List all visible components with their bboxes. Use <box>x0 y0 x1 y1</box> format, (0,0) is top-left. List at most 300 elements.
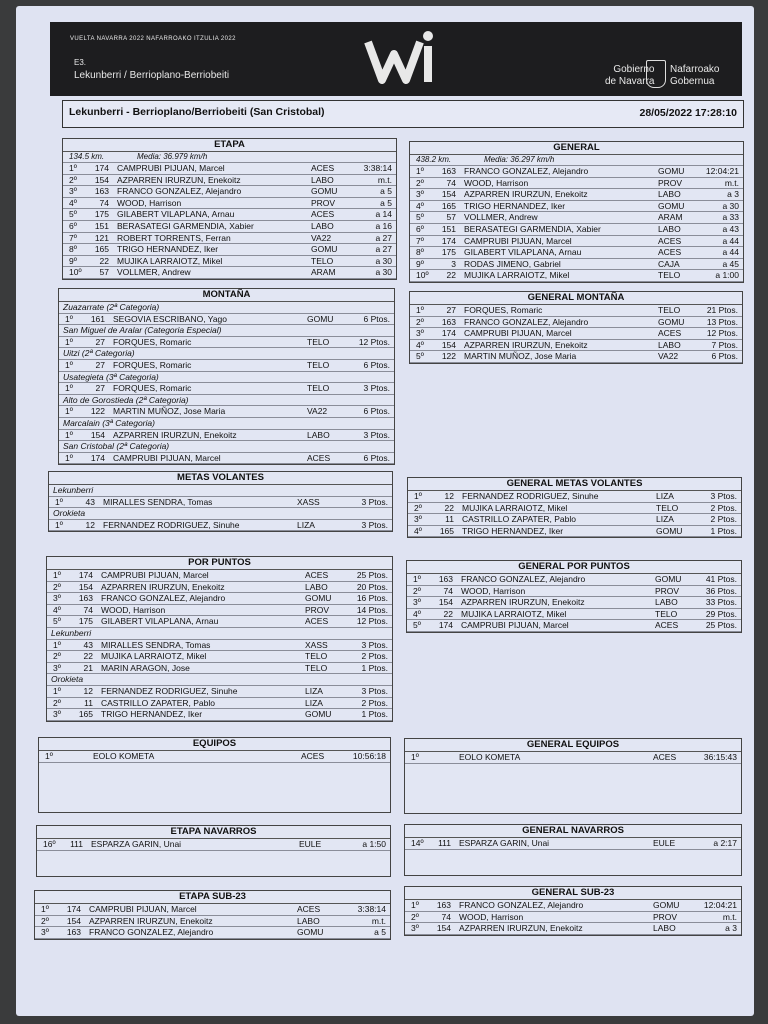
cell-rider-name: WOOD, Harrison <box>459 911 524 922</box>
cell-position: 3º <box>53 709 61 720</box>
average-speed: Media: 36.297 km/h <box>484 155 555 164</box>
section-title: GENERAL MONTAÑA <box>410 292 742 305</box>
cell-result: m.t. <box>377 174 392 185</box>
cell-position: 1º <box>55 496 63 507</box>
report-datetime: 28/05/2022 17:28:10 <box>639 107 737 119</box>
cell-bib: 74 <box>83 604 93 615</box>
cell-team: TELO <box>307 336 330 347</box>
cell-team: ACES <box>658 328 682 339</box>
metas-volantes-table <box>48 471 393 532</box>
cell-team: GOMU <box>658 200 685 211</box>
group-heading: Orokieta <box>47 674 392 686</box>
result-row <box>63 267 396 279</box>
cell-rider-name: FORQUES, Romaric <box>113 383 192 394</box>
distance-speed-row <box>410 155 743 166</box>
result-row <box>63 198 396 210</box>
cell-result: 1 Ptos. <box>710 525 737 536</box>
cell-result: a 44 <box>722 235 739 246</box>
gov-name-eu: Nafarroako Gobernua <box>670 64 720 87</box>
cell-team: VA22 <box>658 351 679 362</box>
cell-team: LABO <box>311 220 334 231</box>
cell-rider-name: AZPARREN IRURZUN, Enekoitz <box>464 189 588 200</box>
cell-rider-name: BERASATEGI GARMENDIA, Xabier <box>464 223 601 234</box>
section-title: EQUIPOS <box>39 738 390 751</box>
cell-bib: 12 <box>85 519 95 530</box>
cell-result: 36:15:43 <box>703 752 737 762</box>
result-row <box>63 186 396 198</box>
cell-rider-name: MIRALLES SENDRA, Tomas <box>103 496 213 507</box>
result-row <box>49 520 392 532</box>
result-row <box>47 570 392 582</box>
group-heading: Zuazarrate (2ª Categoria) <box>59 302 394 314</box>
cell-result: 3 Ptos. <box>363 383 390 394</box>
cell-team: TELO <box>305 662 328 673</box>
cell-rider-name: CASTRILLO ZAPATER, Pablo <box>462 514 576 525</box>
cell-bib: 11 <box>445 514 454 525</box>
cell-bib: 154 <box>94 174 109 185</box>
general-navarros-table <box>404 824 742 876</box>
cell-team: TELO <box>655 608 678 619</box>
cell-position: 3º <box>53 593 61 604</box>
cell-rider-name: CAMPRUBI PIJUAN, Marcel <box>89 904 197 914</box>
cell-result: a 5 <box>374 927 386 938</box>
section-title: GENERAL METAS VOLANTES <box>408 478 741 491</box>
cell-team: LABO <box>655 597 678 608</box>
cell-team: TELO <box>307 383 330 394</box>
general-sub23-table <box>404 886 742 936</box>
cell-rider-name: FRANCO GONZALEZ, Alejandro <box>464 316 589 327</box>
group-heading: Uitzi (2ª Categoria) <box>59 348 394 360</box>
cell-bib: 163 <box>441 166 456 176</box>
cell-result: a 3 <box>725 923 737 934</box>
cell-bib: 74 <box>446 177 456 188</box>
result-row <box>35 916 390 928</box>
group-heading: Usategieta (3ª Categoria) <box>59 372 394 384</box>
cell-rider-name: EOLO KOMETA <box>459 752 521 762</box>
cell-bib: 175 <box>78 616 93 627</box>
race-logo-icon <box>362 28 442 90</box>
cell-team: GOMU <box>297 927 324 938</box>
cell-bib: 74 <box>441 911 451 922</box>
cell-rider-name: VOLLMER, Andrew <box>117 267 191 278</box>
cell-result: a 2:17 <box>713 838 737 848</box>
cell-team: ACES <box>307 452 331 463</box>
cell-team: GOMU <box>305 593 332 604</box>
cell-rider-name: WOOD, Harrison <box>117 197 182 208</box>
cell-position: 4º <box>69 197 77 208</box>
result-row <box>47 640 392 652</box>
cell-position: 5º <box>69 209 77 220</box>
cell-position: 3º <box>413 597 421 608</box>
cell-bib: 163 <box>438 574 453 584</box>
result-row <box>410 270 743 282</box>
result-row <box>37 839 390 851</box>
cell-team: PROV <box>653 911 678 922</box>
cell-bib: 12 <box>83 685 93 696</box>
cell-team: ACES <box>311 209 335 220</box>
group-heading: Alto de Gorostieda (2ª Categoria) <box>59 395 394 407</box>
cell-bib: 122 <box>441 351 456 362</box>
general-metas-table <box>407 477 742 538</box>
cell-result: 21 Ptos. <box>706 305 738 315</box>
cell-result: 12 Ptos. <box>706 328 738 339</box>
cell-rider-name: ESPARZA GARIN, Unai <box>459 838 550 848</box>
result-row <box>408 526 741 538</box>
result-row <box>47 686 392 698</box>
section-title: MONTAÑA <box>59 289 394 302</box>
result-row <box>408 514 741 526</box>
cell-rider-name: CAMPRUBI PIJUAN, Marcel <box>101 570 209 580</box>
cell-result: 3:38:14 <box>363 163 392 173</box>
result-row <box>47 605 392 617</box>
result-row <box>35 927 390 939</box>
cell-rider-name: AZPARREN IRURZUN, Enekoitz <box>89 915 213 926</box>
section-title: ETAPA SUB-23 <box>35 891 390 904</box>
cell-bib: 165 <box>94 244 109 255</box>
cell-rider-name: MIRALLES SENDRA, Tomas <box>101 639 211 650</box>
cell-rider-name: MARTIN MUÑOZ, Jose Maria <box>113 406 226 417</box>
cell-team: LABO <box>305 581 328 592</box>
cell-result: 3 Ptos. <box>361 685 388 696</box>
cell-team: GOMU <box>658 166 685 176</box>
cell-result: 3 Ptos. <box>710 491 737 501</box>
section-title: GENERAL NAVARROS <box>405 825 741 838</box>
general-montana-table <box>409 291 743 364</box>
cell-team: XASS <box>305 639 328 650</box>
cell-position: 5º <box>53 616 61 627</box>
stage-number: E3. <box>74 58 87 67</box>
stage-header <box>62 100 744 128</box>
cell-result: 6 Ptos. <box>363 359 390 370</box>
cell-bib: 11 <box>84 697 93 708</box>
cell-rider-name: MARTIN MUÑOZ, Jose Maria <box>464 351 577 362</box>
cell-rider-name: TRIGO HERNANDEZ, Iker <box>117 244 219 255</box>
cell-team: LABO <box>658 339 681 350</box>
cell-result: a 30 <box>375 267 392 278</box>
result-row <box>410 166 743 178</box>
cell-position: 10º <box>416 270 429 281</box>
cell-position: 2º <box>416 177 424 188</box>
cell-result: a 44 <box>722 247 739 258</box>
cell-position: 5º <box>413 620 421 631</box>
cell-team: GOMU <box>307 313 334 324</box>
etapa-navarros-table <box>36 825 391 877</box>
cell-bib: 43 <box>85 496 95 507</box>
cell-rider-name: RODAS JIMENO, Gabriel <box>464 258 561 269</box>
cell-bib: 111 <box>70 839 83 849</box>
cell-result: 25 Ptos. <box>705 620 737 631</box>
cell-team: ARAM <box>658 212 683 223</box>
cell-position: 3º <box>411 923 419 934</box>
cell-position: 7º <box>69 232 77 243</box>
cell-position: 4º <box>414 525 422 536</box>
result-row <box>63 209 396 221</box>
cell-team: LIZA <box>297 519 315 530</box>
cell-result: 12:04:21 <box>705 166 739 176</box>
result-row <box>47 593 392 605</box>
cell-team: TELO <box>307 359 330 370</box>
result-row <box>47 651 392 663</box>
average-speed: Media: 36.979 km/h <box>137 152 208 161</box>
result-row <box>59 383 394 395</box>
cell-result: 12:04:21 <box>703 900 737 910</box>
cell-position: 10º <box>69 267 82 278</box>
cell-rider-name: MUJIKA LARRAIOTZ, Mikel <box>461 608 567 619</box>
result-row <box>410 328 742 340</box>
cell-rider-name: CASTRILLO ZAPATER, Pablo <box>101 697 215 708</box>
general-table <box>409 141 744 283</box>
cell-team: LIZA <box>656 514 674 525</box>
general-puntos-table <box>406 560 742 633</box>
cell-team: TELO <box>311 255 334 266</box>
cell-rider-name: MUJIKA LARRAIOTZ, Mikel <box>462 502 568 513</box>
cell-position: 1º <box>411 900 419 910</box>
cell-rider-name: GILABERT VILAPLANA, Arnau <box>117 209 235 220</box>
stage-route: Lekunberri / Berrioplano-Berriobeiti <box>74 70 230 81</box>
cell-team: ACES <box>655 620 679 631</box>
navarra-seal-icon <box>646 60 666 88</box>
result-row <box>410 340 742 352</box>
cell-team: ACES <box>305 570 329 580</box>
cell-rider-name: WOOD, Harrison <box>464 177 529 188</box>
cell-bib: 165 <box>439 525 454 536</box>
cell-rider-name: FRANCO GONZALEZ, Alejandro <box>117 186 242 197</box>
cell-team: LABO <box>653 923 676 934</box>
cell-result: 12 Ptos. <box>358 336 390 347</box>
cell-team: LABO <box>311 174 334 185</box>
cell-bib: 12 <box>444 491 454 501</box>
cell-bib: 165 <box>78 709 93 720</box>
cell-rider-name: CAMPRUBI PIJUAN, Marcel <box>113 452 221 463</box>
cell-rider-name: FORQUES, Romaric <box>113 359 192 370</box>
cell-position: 2º <box>69 174 77 185</box>
cell-bib: 163 <box>436 900 451 910</box>
distance: 134.5 km. <box>69 152 105 161</box>
cell-result: a 27 <box>375 232 392 243</box>
cell-position: 1º <box>53 685 61 696</box>
cell-result: 29 Ptos. <box>705 608 737 619</box>
cell-team: ACES <box>653 752 677 762</box>
cell-rider-name: AZPARREN IRURZUN, Enekoitz <box>113 429 237 440</box>
cell-result: 13 Ptos. <box>706 316 738 327</box>
cell-position: 3º <box>414 514 422 525</box>
cell-rider-name: ESPARZA GARIN, Unai <box>91 839 182 849</box>
cell-result: a 5 <box>380 186 392 197</box>
cell-result: 6 Ptos. <box>363 406 390 417</box>
cell-bib: 57 <box>446 212 456 223</box>
cell-result: m.t. <box>722 911 737 922</box>
cell-team: ACES <box>658 235 682 246</box>
cell-team: GOMU <box>656 525 683 536</box>
cell-result: 36 Ptos. <box>705 585 737 596</box>
cell-position: 1º <box>414 491 422 501</box>
cell-rider-name: AZPARREN IRURZUN, Enekoitz <box>101 581 225 592</box>
cell-result: 3 Ptos. <box>361 519 388 530</box>
cell-position: 4º <box>413 608 421 619</box>
result-row <box>410 259 743 271</box>
result-row <box>410 317 742 329</box>
cell-rider-name: CAMPRUBI PIJUAN, Marcel <box>464 235 572 246</box>
cell-team: ACES <box>311 163 335 173</box>
cell-position: 16º <box>43 839 56 849</box>
cell-team: XASS <box>297 496 320 507</box>
cell-result: a 5 <box>380 197 392 208</box>
cell-rider-name: TRIGO HERNANDEZ, Iker <box>462 525 564 536</box>
result-row <box>59 430 394 442</box>
result-row <box>59 337 394 349</box>
general-equipos-table <box>404 738 742 814</box>
result-row <box>410 351 742 363</box>
cell-rider-name: BERASATEGI GARMENDIA, Xabier <box>117 220 254 231</box>
result-row <box>408 491 741 503</box>
section-title: GENERAL SUB-23 <box>405 887 741 900</box>
cell-rider-name: FORQUES, Romaric <box>113 336 192 347</box>
cell-result: 2 Ptos. <box>710 502 737 513</box>
cell-bib: 27 <box>95 359 105 370</box>
cell-rider-name: GILABERT VILAPLANA, Arnau <box>101 616 219 627</box>
result-row <box>63 256 396 268</box>
cell-position: 4º <box>416 200 424 211</box>
cell-result: m.t. <box>371 915 386 926</box>
cell-rider-name: GILABERT VILAPLANA, Arnau <box>464 247 582 258</box>
result-row <box>47 709 392 721</box>
race-name: VUELTA NAVARRA 2022 NAFARROAKO ITZULIA 2022 <box>70 36 236 42</box>
cell-position: 8º <box>69 244 77 255</box>
result-row <box>63 175 396 187</box>
cell-rider-name: MUJIKA LARRAIOTZ, Mikel <box>117 255 223 266</box>
cell-bib: 154 <box>441 339 456 350</box>
result-row <box>407 586 741 598</box>
cell-position: 4º <box>53 604 61 615</box>
result-row <box>410 247 743 259</box>
cell-rider-name: FRANCO GONZALEZ, Alejandro <box>89 927 214 938</box>
etapa-sub23-table <box>34 890 391 940</box>
cell-position: 2º <box>411 911 419 922</box>
cell-result: a 30 <box>722 200 739 211</box>
result-row <box>49 497 392 509</box>
cell-rider-name: WOOD, Harrison <box>461 585 526 596</box>
cell-team: GOMU <box>653 900 680 910</box>
cell-team: GOMU <box>311 186 338 197</box>
cell-result: 1 Ptos. <box>361 709 388 720</box>
cell-position: 1º <box>411 752 419 762</box>
cell-bib: 43 <box>83 639 93 650</box>
result-row <box>407 620 741 632</box>
equipos-table <box>38 737 391 813</box>
cell-bib: 154 <box>438 597 453 608</box>
cell-bib: 174 <box>78 570 93 580</box>
cell-position: 2º <box>53 697 61 708</box>
cell-team: VA22 <box>311 232 332 243</box>
cell-bib: 175 <box>94 209 109 220</box>
cell-position: 1º <box>65 429 73 440</box>
result-row <box>407 609 741 621</box>
cell-bib: 174 <box>441 235 456 246</box>
section-title: GENERAL <box>410 142 743 155</box>
cell-rider-name: CAMPRUBI PIJUAN, Marcel <box>461 620 569 631</box>
cell-position: 6º <box>416 223 424 234</box>
result-row <box>410 201 743 213</box>
cell-team: TELO <box>656 502 679 513</box>
cell-team: GOMU <box>655 574 682 584</box>
result-row <box>408 503 741 515</box>
cell-result: a 1:50 <box>362 839 386 849</box>
group-heading: Lekunberri <box>47 628 392 640</box>
result-row <box>407 574 741 586</box>
cell-result: 7 Ptos. <box>711 339 738 350</box>
cell-team: LIZA <box>305 685 323 696</box>
cell-team: ACES <box>658 247 682 258</box>
cell-rider-name: MARIN ARAGON, Jose <box>101 662 190 673</box>
cell-position: 3º <box>53 662 61 673</box>
cell-bib: 111 <box>438 838 451 848</box>
cell-result: 6 Ptos. <box>363 313 390 324</box>
cell-bib: 174 <box>441 328 456 339</box>
result-row <box>405 912 741 924</box>
cell-bib: 27 <box>95 383 105 394</box>
cell-bib: 174 <box>90 452 105 463</box>
cell-result: a 30 <box>375 255 392 266</box>
cell-bib: 154 <box>66 915 81 926</box>
result-row <box>410 189 743 201</box>
cell-position: 1º <box>416 305 424 315</box>
cell-team: CAJA <box>658 258 680 269</box>
section-title: POR PUNTOS <box>47 557 392 570</box>
result-row <box>410 178 743 190</box>
cell-bib: 163 <box>66 927 81 938</box>
result-row <box>405 838 741 850</box>
result-row <box>47 616 392 628</box>
cell-rider-name: TRIGO HERNANDEZ, Iker <box>101 709 203 720</box>
cell-position: 1º <box>55 519 63 530</box>
cell-rider-name: FERNANDEZ RODRIGUEZ, Sinuhe <box>462 491 599 501</box>
cell-position: 2º <box>414 502 422 513</box>
cell-bib: 57 <box>99 267 109 278</box>
cell-result: 2 Ptos. <box>710 514 737 525</box>
cell-result: a 14 <box>375 209 392 220</box>
cell-bib: 174 <box>94 163 109 173</box>
cell-team: LABO <box>297 915 320 926</box>
cell-position: 2º <box>416 316 424 327</box>
cell-bib: 165 <box>441 200 456 211</box>
result-row <box>59 406 394 418</box>
cell-result: 33 Ptos. <box>705 597 737 608</box>
cell-result: 1 Ptos. <box>361 662 388 673</box>
cell-team: GOMU <box>658 316 685 327</box>
cell-position: 1º <box>53 570 61 580</box>
cell-bib: 122 <box>90 406 105 417</box>
cell-team: ARAM <box>311 267 336 278</box>
cell-position: 9º <box>416 258 424 269</box>
cell-bib: 21 <box>83 662 93 673</box>
cell-result: 12 Ptos. <box>356 616 388 627</box>
result-row <box>410 224 743 236</box>
header-banner <box>50 22 742 96</box>
cell-team: ACES <box>305 616 329 627</box>
cell-rider-name: AZPARREN IRURZUN, Enekoitz <box>117 174 241 185</box>
cell-team: LABO <box>658 223 681 234</box>
cell-position: 5º <box>416 351 424 362</box>
result-row <box>405 900 741 912</box>
cell-result: 25 Ptos. <box>356 570 388 580</box>
cell-position: 2º <box>41 915 49 926</box>
cell-position: 1º <box>413 574 421 584</box>
result-row <box>39 751 390 763</box>
cell-position: 9º <box>69 255 77 266</box>
cell-result: a 16 <box>375 220 392 231</box>
cell-result: a 43 <box>722 223 739 234</box>
cell-result: a 3 <box>727 189 739 200</box>
